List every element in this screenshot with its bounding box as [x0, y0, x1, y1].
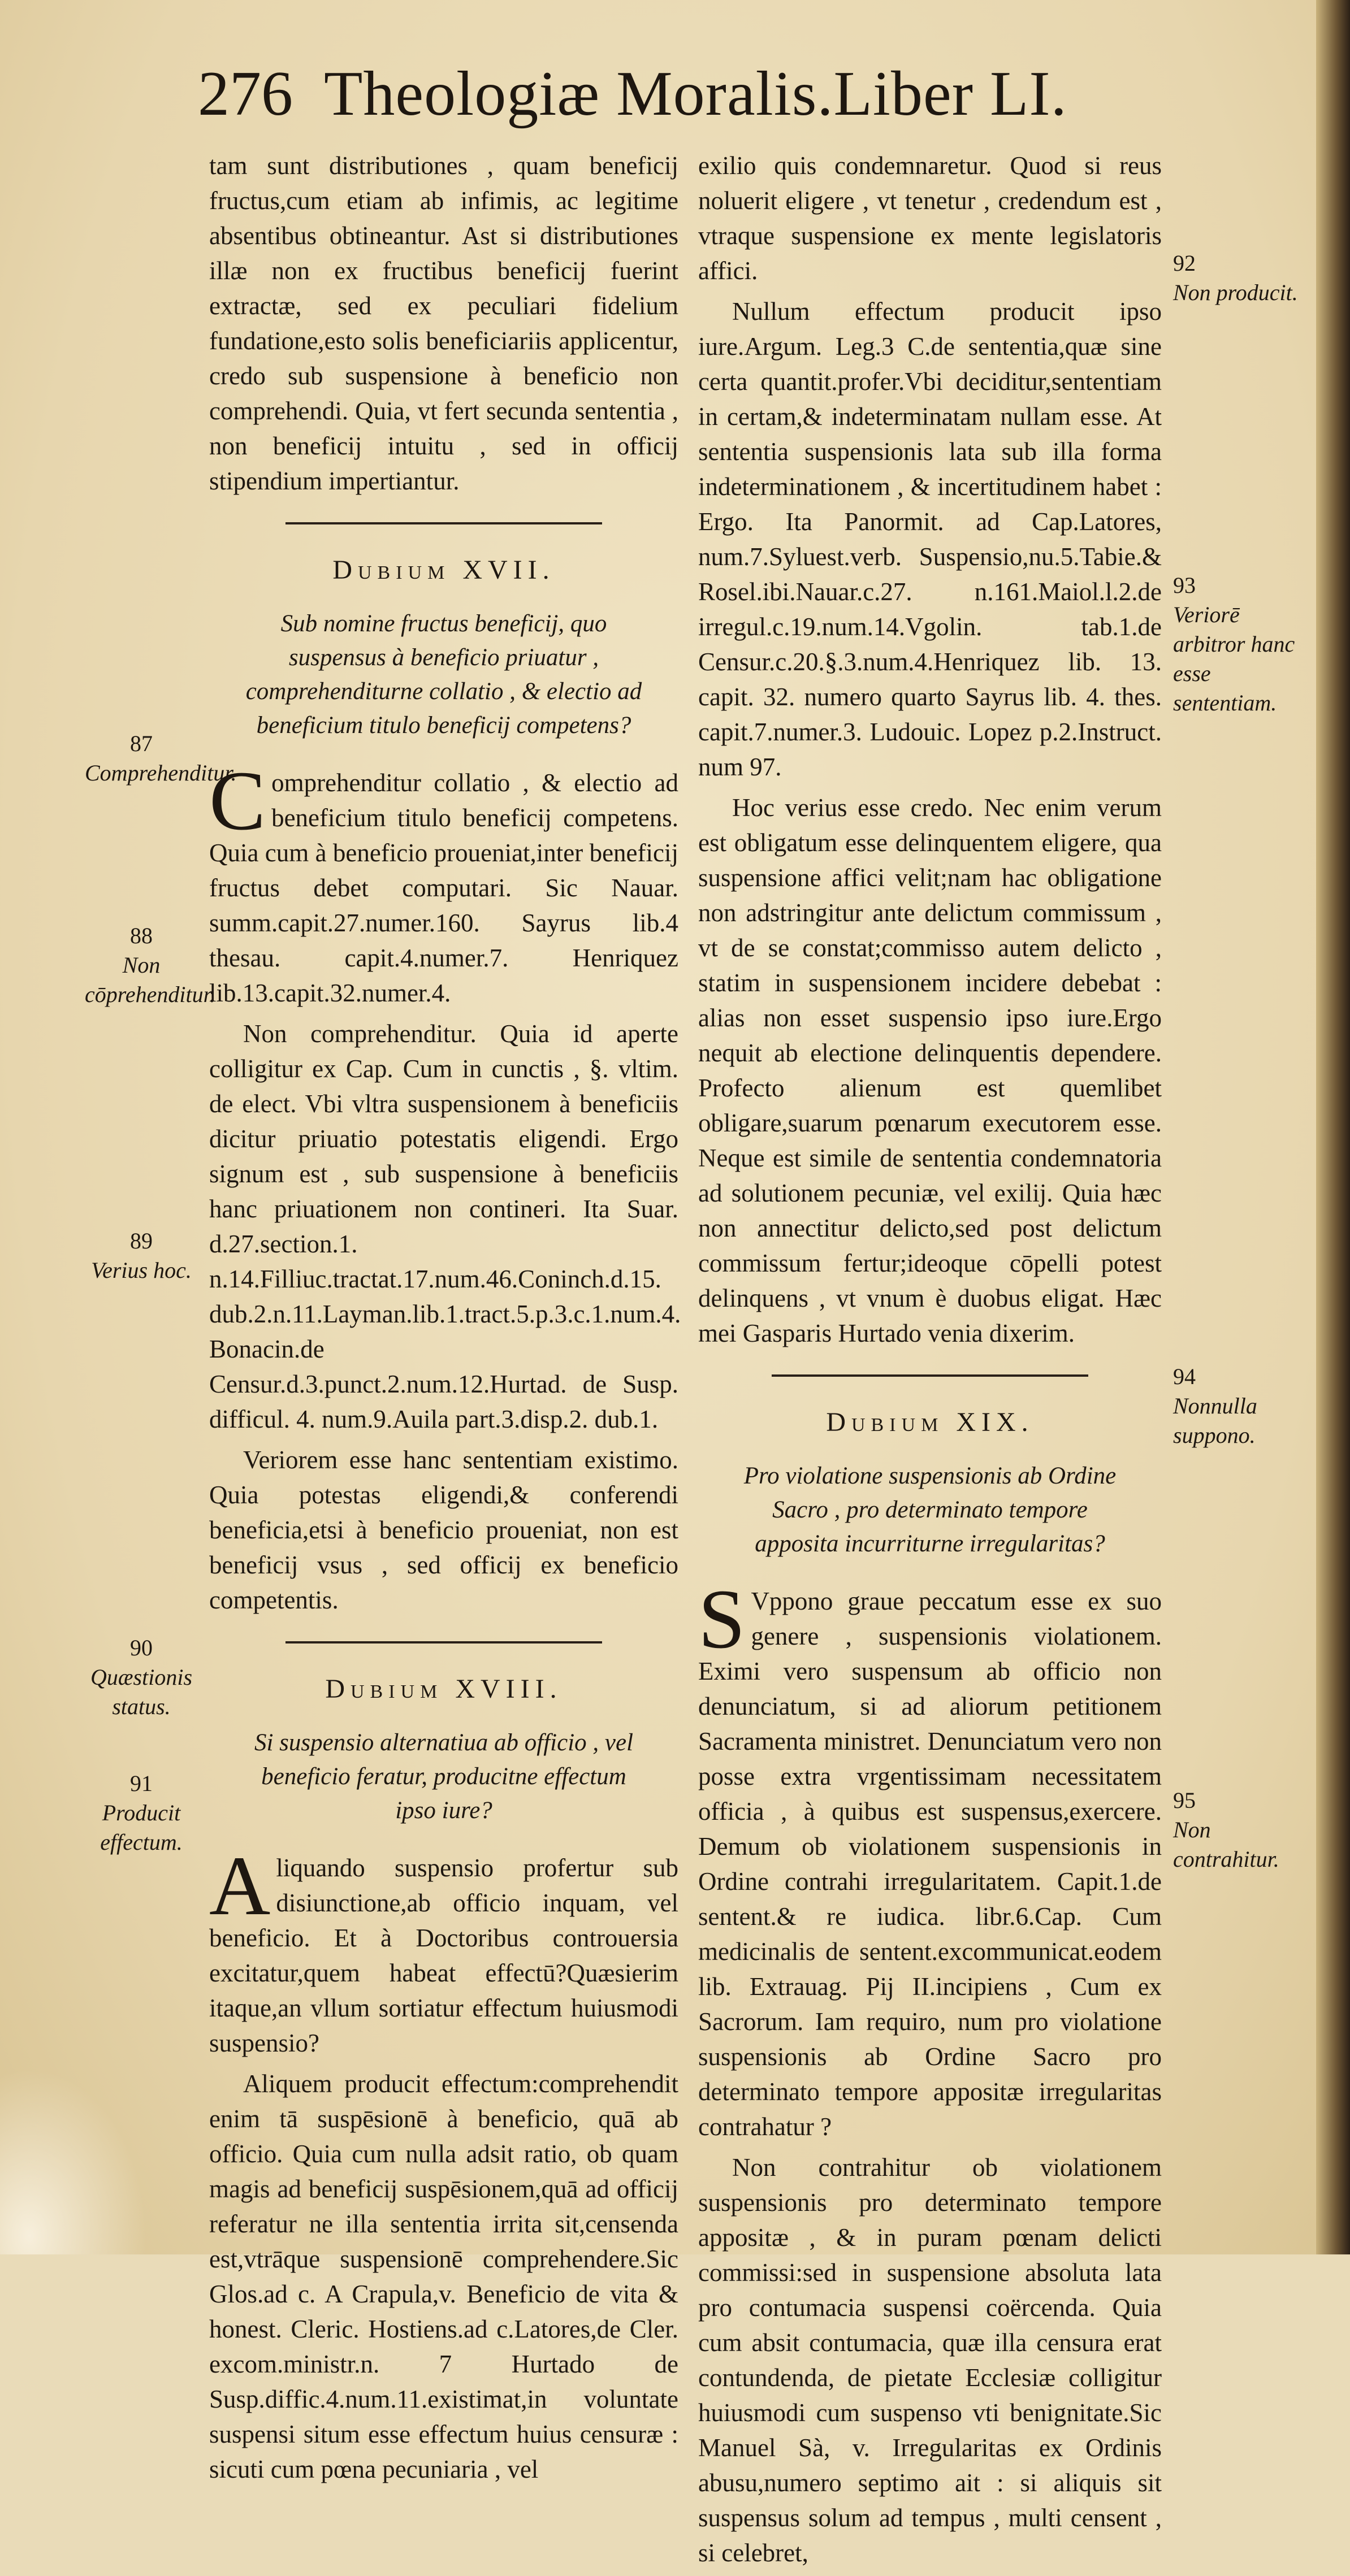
margin-note	[85, 1769, 198, 1857]
margin-number: 91	[130, 1771, 153, 1796]
margin-text: Non producit.	[1173, 280, 1298, 305]
dubium-question: Sub nomine fructus beneficij, quo suspensus à beneficio priuatur , comprehenditurne collatio , & electio ad beneficium titulo beneficij competens?	[245, 610, 642, 739]
margin-number: 87	[130, 731, 153, 756]
margin-number: 93	[1173, 573, 1196, 598]
paragraph-text: liquando suspensio profertur sub disiunctione,ab officio inquam, vel beneficio. Et à Doctoribus controuersia excitatur,quem habeat effectū?Quæsierim itaque,an vllum sortiatur effectum huiusmodi suspensio?	[209, 1854, 678, 2057]
margin-note	[85, 921, 215, 1009]
drop-cap: S	[698, 1572, 746, 1666]
section-rule	[285, 522, 602, 524]
page-number: 276	[198, 59, 293, 129]
margin-text: Nonnulla suppono.	[1173, 1393, 1257, 1448]
margin-text: Non contrahitur.	[1173, 1817, 1279, 1872]
paper-stain	[0, 2068, 147, 2254]
dubium-heading: Dubium XIX.	[826, 1407, 1034, 1437]
drop-cap: C	[209, 754, 266, 848]
paragraph-88: Non comprehenditur. Quia id aperte colligitur ex Cap. Cum in cunctis , §. vltim. de elect. Vbi vltra suspensionem à beneficiis dicitur priuatio potestatis eligendi. Ergo signum est , sub suspensione à beneficiis hanc priuationem non contineri. Ita Suar. d.27.section.1. n.14.Filliuc.tractat.17.num.46.Coninch.d.15. dub.2.n.11.Layman.lib.1.tract.5.p.3.c.1.num.4. Bonacin.de Censur.d.3.punct.2.num.12.Hurtad. de Susp. difficul. 4. num.9.Auila part.3.disp.2. dub.1.	[209, 1020, 681, 1433]
margin-number: 92	[1173, 250, 1196, 276]
margin-text: Veriorē arbitror hanc esse sententiam.	[1173, 602, 1295, 715]
margin-note	[1173, 1362, 1303, 1450]
paragraph-92: Nullum effectum producit ipso iure.Argum. Leg.3 C.de sententia,quæ sine certa quantit.profer.Vbi deciditur,sententiam in certam,& indeterminatam nullam esse. At sententia suspensionis lata sub illa forma indeterminationem , & incertitudinem habet : Ergo. Ita Panormit. ad Cap.Latores, num.7.Syluest.verb. Suspensio,nu.5.Tabie.& Rosel.ibi.Nauar.c.27. n.161.Maiol.l.2.de irregul.c.19.num.14.Vgolin. tab.1.de Censur.c.20.§.3.num.4.Henriquez lib. 13. capit. 32. numero quarto Sayrus lib. 4. thes. capit.7.numer.3. Ludouic. Lopez p.2.Instruct. num 97.	[698, 297, 1162, 781]
running-title: Theologiæ Moralis.Liber LI.	[324, 59, 1067, 129]
paragraph-87	[209, 754, 678, 1011]
paragraph-continued: exilio quis condemnaretur. Quod si reus noluerit eligere , vt tenetur , credendum est , vtraque suspensione ex mente legislatoris affici.	[698, 151, 1162, 285]
margin-text: Producit effectum.	[100, 1800, 183, 1855]
margin-number: 95	[1173, 1788, 1196, 1813]
dubium-heading: Dubium XVIII.	[325, 1674, 562, 1704]
paragraph-91: Aliquem producit effectum:comprehendit enim tā suspēsionē à beneficio, quā ab officio. Quia cum nulla adsit ratio, ob quam magis ad beneficij suspēsionem,quā ad officij referatur ne illa sententia irrita sit,censenda est,vtrāque suspensionē comprehendere.Sic Glos.ad c. A Crapula,v. Beneficio de vita & honest. Cleric. Hostiens.ad c.Latores,de Cler. excom.ministr.n. 7 Hurtado de Susp.diffic.4.num.11.existimat,in voluntate suspensi situm esse effectum huius censuræ : sicuti cum pœna pecuniaria , vel	[209, 2070, 678, 2483]
dubium-heading: Dubium XVII.	[332, 555, 555, 585]
paragraph-89: Veriorem esse hanc sententiam existimo. Quia potestas eligendi,& conferendi beneficia,etsi à beneficio proueniat, non est beneficij vsus , sed officij ex beneficio competentis.	[209, 1446, 678, 1614]
margin-note	[1173, 249, 1303, 307]
margin-number: 90	[130, 1635, 153, 1660]
right-column	[698, 148, 1162, 2576]
paragraph-continued: tam sunt distributiones , quam beneficij fructus,cum etiam ab infimis, ac legitime absentibus obtineantur. Ast si distributiones illæ non ex fructibus beneficij fuerint extractæ, sed ex peculiari fidelium fundatione,esto solis beneficiariis applicentur, credo sub suspensione à beneficio non comprehendi. Quia, vt fert secunda sententia , non beneficij intuitu , sed in officij stipendium impertiantur.	[209, 151, 678, 495]
section-rule	[772, 1374, 1088, 1377]
paragraph-95: Non contrahitur ob violationem suspensionis pro determinato tempore appositæ , & in puram pœnam delicti commissi:sed in suspensione absoluta lata pro contumacia suspensi coërcenda. Quia cum absit contumacia, quæ illa censura erat contundenda, de pietate Ecclesiæ colligitur huiusmodi cum suspenso vti benignitate.Sic Manuel Sà, v. Irregularitas ex Ordinis abusu,numero septimo ait : si aliquis sit suspensus solum ad tempus , multi censent , si celebret,	[698, 2153, 1162, 2567]
margin-number: 88	[130, 923, 153, 948]
drop-cap: A	[209, 1839, 271, 1933]
margin-note	[1173, 571, 1303, 718]
page-header	[198, 59, 1102, 147]
margin-note	[85, 1226, 198, 1285]
margin-note	[85, 729, 237, 788]
margin-text: Verius hoc.	[91, 1257, 192, 1283]
margin-text: Comprehenditur.	[85, 760, 237, 786]
paragraph-text: Vppono graue peccatum esse ex suo genere , suspensionis violationem. Eximi vero suspensum ab officio non denunciatum, si ad aliorum petitionem Sacramenta ministret. Denunciatum vero non posse extra vrgentissimam necessitatem officia , à quibus est suspensus,exercere. Demum ob violationem suspensionis in Ordine contrahi irregularitatem. Capit.1.de sentent.& re iudica. libr.6.Cap. Cum medicinalis de sentent.excommunicat.eodem lib. Extrauag. Pij II.incipiens , Cum ex Sacrorum. Iam requiro, num pro violatione suspensionis ab Ordine Sacro pro determinato tempore appositæ irregularitas contrahatur ?	[698, 1587, 1162, 2141]
section-rule	[285, 1641, 602, 1643]
margin-text: Quæstionis status.	[90, 1664, 193, 1719]
left-column	[209, 148, 681, 2492]
margin-note	[1173, 1786, 1303, 1874]
paragraph-94	[698, 1572, 1162, 2144]
paragraph-93: Hoc verius esse credo. Nec enim verum est obligatum esse delinquentem eligere, qua suspensione affici velit;nam hac obligatione non adstringitur ante delictum commissum , vt de se constat;commisso autem delicto , statim in suspensionem incidere debebat : alias non esset suspensio ipso iure.Ergo nequit ab electione delinquentis dependere. Profecto alienum est quemlibet obligare,suarum pœnarum executorem esse. Neque est simile de sententia condemnatoria ad solutionem pecuniæ, vel exilij. Quia hæc non annectitur delicto,sed post delictum commissum fertur;ideoque cōpelli potest delinquens , vt vnum è duobus eligat. Hæc mei Gasparis Hurtado venia dixerim.	[698, 793, 1162, 1347]
dubium-question: Si suspensio alternatiua ab officio , vel beneficio feratur, producitne effectum ipso iure?	[254, 1729, 634, 1824]
paragraph-90	[209, 1839, 678, 2061]
paragraph-text: omprehenditur collatio , & electio ad beneficium titulo beneficij competens. Quia cum à beneficio proueniat,inter beneficij fructus debet computari. Sic Nauar. summ.capit.27.numer.160. Sayrus lib.4 thesau. capit.4.numer.7. Henriquez lib.13.capit.32.numer.4.	[209, 769, 678, 1007]
margin-number: 89	[130, 1228, 153, 1254]
page-gutter	[1316, 0, 1350, 2254]
margin-note	[85, 1633, 198, 1721]
margin-text: Non cōprehenditur.	[85, 952, 215, 1007]
dubium-question: Pro violatione suspensionis ab Ordine Sacro , pro determinato tempore apposita incurriturne irregularitas?	[743, 1463, 1117, 1557]
margin-number: 94	[1173, 1364, 1196, 1389]
